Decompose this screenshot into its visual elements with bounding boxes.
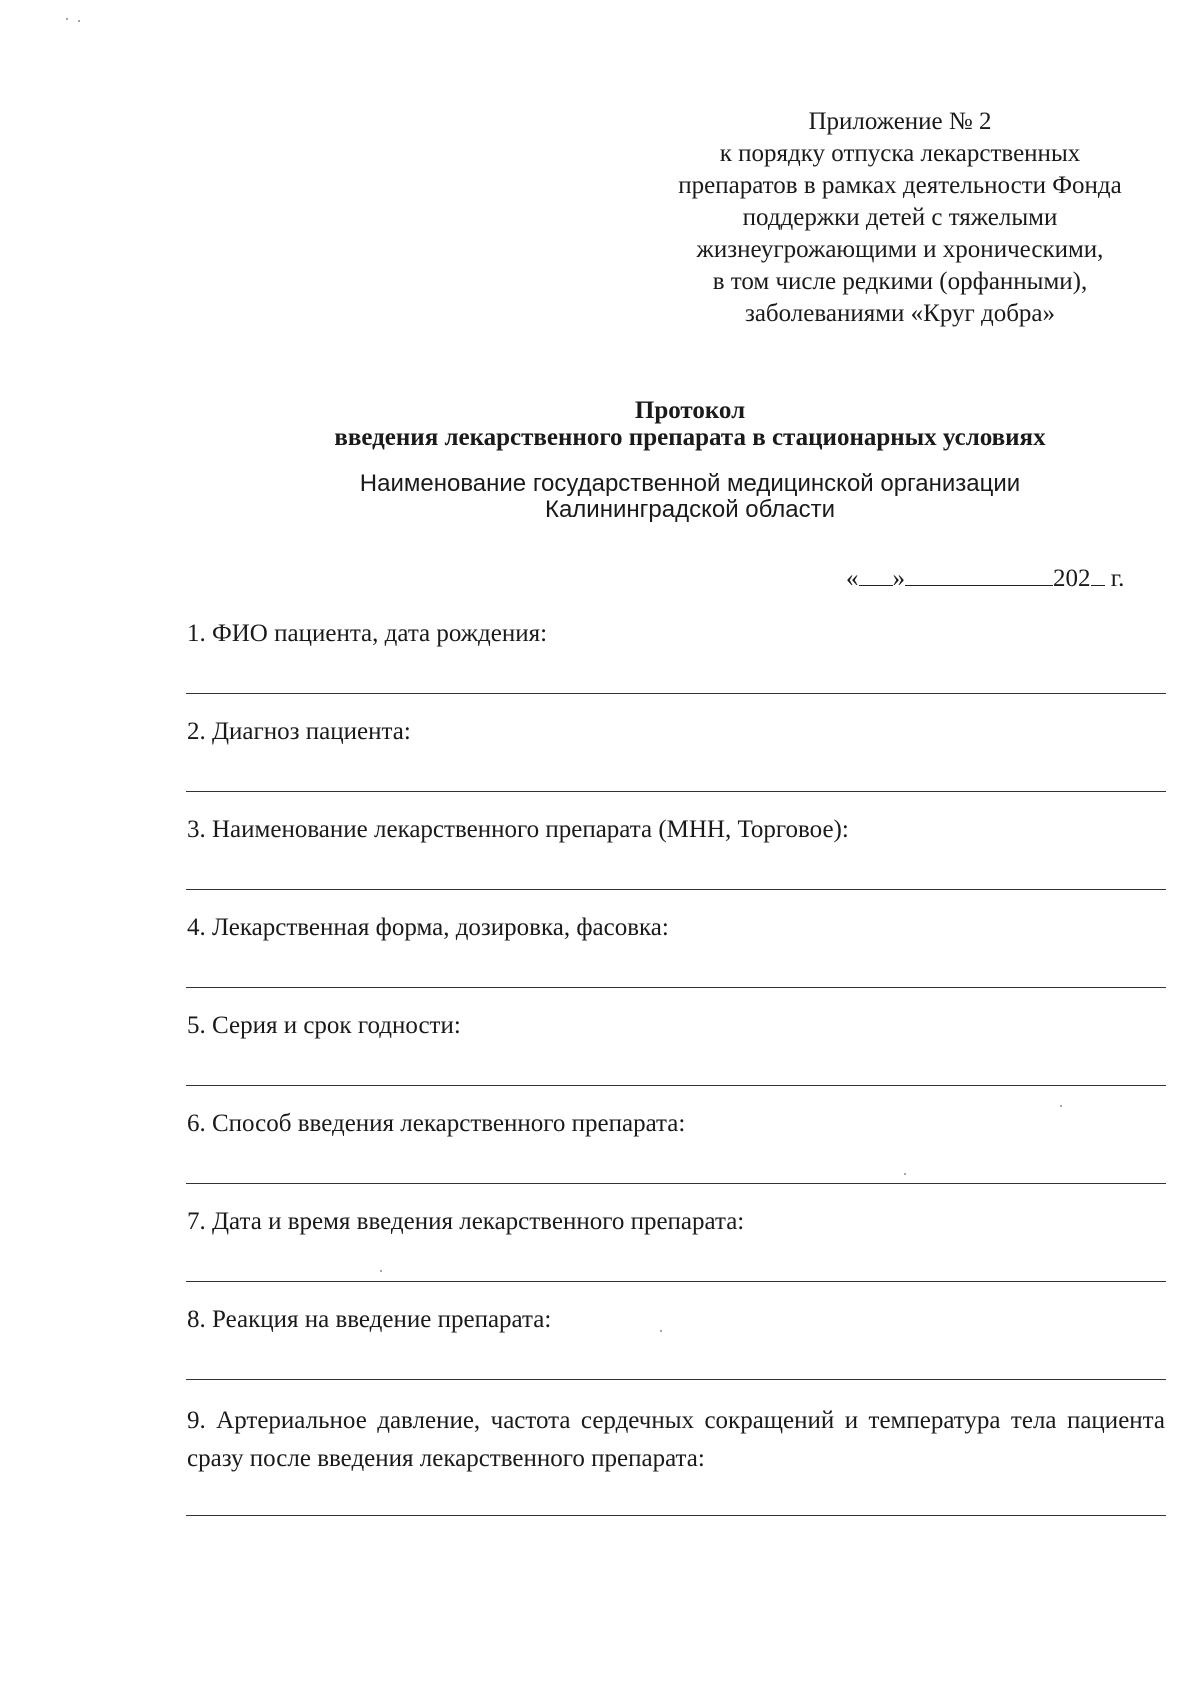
appendix-line: поддержки детей с тяжелыми xyxy=(742,204,1058,231)
scan-speck xyxy=(1060,1105,1062,1107)
appendix-line: препаратов в рамках деятельности Фонда xyxy=(678,172,1122,199)
scan-speck xyxy=(380,1270,382,1272)
document-title: Протокол xyxy=(634,397,746,424)
field-label-diagnosis: 2. Диагноз пациента: xyxy=(187,718,411,745)
field-label-reaction: 8. Реакция на введение препарата: xyxy=(187,1306,552,1333)
field-label-patient-name: 1. ФИО пациента, дата рождения: xyxy=(187,620,548,647)
field-line-batch-expiry[interactable] xyxy=(186,1085,1166,1086)
field-label-vital-signs: 9. Артериальное давление, частота сердечных сокращений и температура тела пациента сразу после введения лекарственного препарата: xyxy=(187,1407,1165,1472)
day-blank xyxy=(859,563,893,586)
appendix-line: к порядку отпуска лекарственных xyxy=(719,140,1081,167)
field-line-administration-datetime[interactable] xyxy=(186,1281,1166,1282)
field-label-drug-name: 3. Наименование лекарственного препарата (МНН, Торговое): xyxy=(187,816,849,843)
field-line-diagnosis[interactable] xyxy=(186,791,1166,792)
appendix-header xyxy=(630,106,1170,330)
organization-name-line1: Наименование государственной медицинской организации xyxy=(359,470,1021,497)
field-line-reaction[interactable] xyxy=(186,1379,1166,1380)
date-open-quote: « xyxy=(846,565,859,592)
appendix-line: заболеваниями «Круг добра» xyxy=(744,300,1056,327)
scan-speck xyxy=(904,1173,906,1175)
document-subtitle: введения лекарственного препарата в стационарных условиях xyxy=(334,424,1046,451)
year-suffix: г. xyxy=(1104,565,1125,592)
organization-name-line2: Калининградской области xyxy=(544,496,836,523)
appendix-line: в том числе редкими (орфанными), xyxy=(712,268,1088,295)
field-label-administration-route: 6. Способ введения лекарственного препарата: xyxy=(187,1110,686,1137)
field-line-patient-name[interactable] xyxy=(186,693,1166,694)
year-blank xyxy=(1091,563,1105,586)
scan-speck xyxy=(660,1330,662,1332)
year-prefix: 202 xyxy=(1053,565,1091,592)
appendix-line: Приложение № 2 xyxy=(808,108,992,135)
appendix-line: жизнеугрожающими и хроническими, xyxy=(696,236,1104,263)
scan-speck xyxy=(66,18,68,20)
date-close-quote: » xyxy=(892,565,905,592)
scan-speck xyxy=(78,20,80,22)
field-label-batch-expiry: 5. Серия и срок годности: xyxy=(187,1012,461,1039)
field-label-drug-form: 4. Лекарственная форма, дозировка, фасовка: xyxy=(187,914,669,941)
date-line xyxy=(846,563,1124,594)
field-line-drug-form[interactable] xyxy=(186,987,1166,988)
field-label-administration-datetime: 7. Дата и время введения лекарственного препарата: xyxy=(187,1208,745,1235)
month-blank xyxy=(905,563,1053,586)
field-line-vital-signs[interactable] xyxy=(186,1515,1166,1516)
field-line-administration-route[interactable] xyxy=(186,1183,1166,1184)
field-line-drug-name[interactable] xyxy=(186,889,1166,890)
